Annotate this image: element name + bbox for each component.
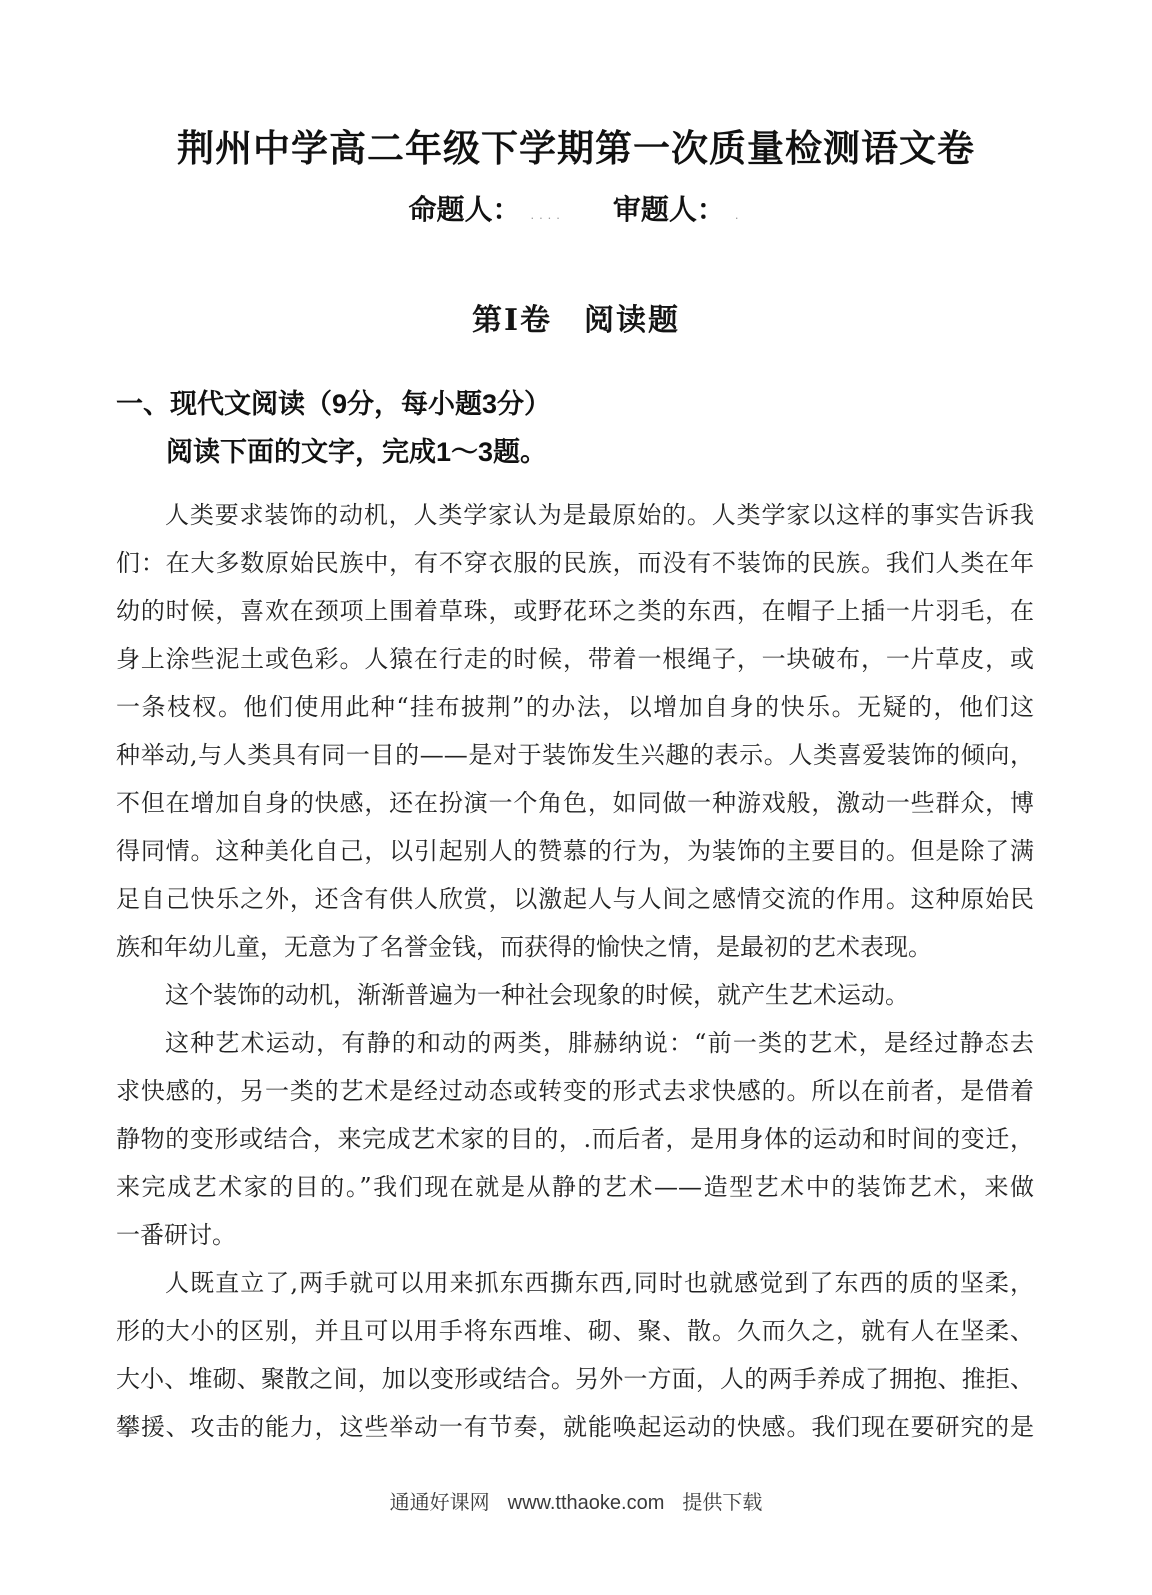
footer-watermark: [0, 1489, 1152, 1517]
setter-label: 命题人：: [408, 194, 521, 225]
passage-line: 足自己快乐之外，还含有供人欣赏，以激起人与人间之感情交流的作用。这种原始民: [116, 885, 1034, 913]
reading-instruction: 阅读下面的文字，完成1～3题。: [166, 437, 548, 467]
exam-info-line: [0, 190, 1152, 235]
passage-line: 一条枝杈。他们使用此种“挂布披荆”的办法，以增加自身的快乐。无疑的，他们这: [116, 693, 1034, 721]
paragraph: [116, 1019, 1034, 1259]
passage-line: 这种艺术运动，有静的和动的两类，腓赫纳说：“前一类的艺术，是经过静态去: [165, 1029, 1034, 1057]
footer-download-note: 提供下载: [682, 1492, 763, 1514]
paragraph: [116, 491, 1034, 971]
passage-line: 静物的变形或结合，来完成艺术家的目的，.而后者，是用身体的运动和时间的变迁，: [116, 1125, 1034, 1153]
passage-line: 来完成艺术家的目的。”我们现在就是从静的艺术——造型艺术中的装饰艺术，来做: [116, 1173, 1034, 1201]
passage-line: 人既直立了,两手就可以用来抓东西撕东西,同时也就感觉到了东西的质的坚柔，: [165, 1269, 1034, 1297]
passage-line: 得同情。这种美化自己，以引起别人的赞慕的行为，为装饰的主要目的。但是除了满: [116, 837, 1034, 865]
passage-line: 族和年幼儿童，无意为了名誉金钱，而获得的愉快之情，是最初的艺术表现。: [116, 933, 932, 961]
passage-line: 求快感的，另一类的艺术是经过动态或转变的形式去求快感的。所以在前者，是借着: [116, 1077, 1034, 1105]
passage-line: 这个装饰的动机，渐渐普遍为一种社会现象的时候，就产生艺术运动。: [165, 981, 909, 1009]
passage-line: 攀援、攻击的能力，这些举动一有节奏，就能唤起运动的快感。我们现在要研究的是: [116, 1413, 1034, 1441]
paragraph: [116, 971, 1034, 1019]
page-title: 荆州中学高二年级下学期第一次质量检测语文卷: [177, 128, 975, 169]
reviewer-label: 审题人：: [612, 194, 725, 225]
reviewer-redacted-dots: .: [734, 207, 744, 222]
passage-line: 人类要求装饰的动机，人类学家认为是最原始的。人类学家以这样的事实告诉我: [165, 501, 1034, 529]
passage-line: 幼的时候，喜欢在颈项上围着草珠，或野花环之类的东西，在帽子上插一片羽毛，在: [116, 597, 1034, 625]
passage-line: 身上涂些泥土或色彩。人猿在行走的时候，带着一根绳子，一块破布，一片草皮，或: [116, 645, 1034, 673]
footer-site-url: www.tthaoke.com: [507, 1492, 665, 1514]
passage-line: 一番研讨。: [116, 1221, 236, 1249]
paragraph: [116, 1259, 1034, 1451]
part-one-heading: 一、现代文阅读（9分，每小题3分）: [116, 389, 552, 419]
passage-line: 不但在增加自身的快感，还在扮演一个角色，如同做一种游戏般，激动一些群众，博: [116, 789, 1034, 817]
passage: [116, 491, 1034, 1451]
footer-site-name: 通通好课网: [389, 1492, 490, 1514]
passage-line: 大小、堆砌、聚散之间，加以变形或结合。另外一方面，人的两手养成了拥抱、推拒、: [116, 1365, 1034, 1393]
passage-line: 种举动,与人类具有同一目的——是对于装饰发生兴趣的表示。人类喜爱装饰的倾向，: [116, 741, 1034, 769]
passage-line: 们：在大多数原始民族中，有不穿衣服的民族，而没有不装饰的民族。我们人类在年: [116, 549, 1034, 577]
section-title: 第Ⅰ卷 阅读题: [471, 303, 681, 338]
passage-line: 形的大小的区别，并且可以用手将东西堆、砌、聚、散。久而久之，就有人在坚柔、: [116, 1317, 1034, 1345]
setter-redacted-dots: ....: [530, 207, 565, 222]
